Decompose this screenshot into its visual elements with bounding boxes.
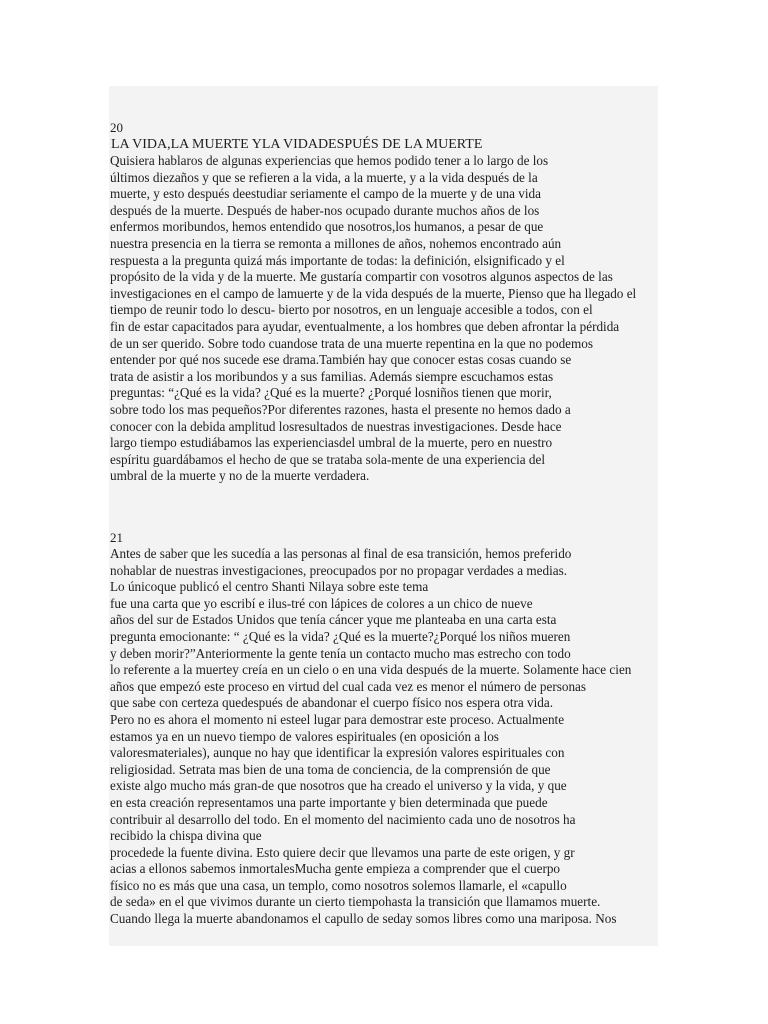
text-line: Cuando llega la muerte abandonamos el capullo de seday somos libres como una mariposa. Nos bbox=[110, 911, 617, 927]
body-text bbox=[110, 546, 658, 928]
text-line: contribuir al desarrollo del todo. En el momento del nacimiento cada uno de nosotros ha bbox=[110, 811, 576, 827]
text-line: respuesta a la pregunta quizá más importante de todas: la definición, elsignificado y el bbox=[110, 252, 565, 268]
text-line: nuestra presencia en la tierra se remonta a millones de años, nohemos encontrado aún bbox=[110, 235, 562, 251]
text-line: propósito de la vida y de la muerte. Me gustaría compartir con vosotros algunos aspectos de las bbox=[110, 269, 613, 285]
text-line: de seda» en el que vivimos durante un cierto tiempohasta la transición que llamamos muerte. bbox=[110, 894, 601, 910]
text-line: trata de asistir a los moribundos y a sus familias. Además siempre escuchamos estas bbox=[110, 368, 554, 384]
chapter-heading: LA VIDA,LA MUERTE YLA VIDADESPUÉS DE LA MUERTE bbox=[111, 137, 483, 152]
text-line: recibido la chispa divina que bbox=[110, 828, 262, 844]
text-line: Quisiera hablaros de algunas experiencias que hemos podido tener a lo largo de los bbox=[110, 153, 549, 168]
text-line: lo referente a la muertey creía en un cielo o en una vida después de la muerte. Solamente hace cien bbox=[110, 662, 632, 678]
page-number: 20 bbox=[110, 120, 123, 135]
text-line: entender por qué nos sucede ese drama.También hay que conocer estas cosas cuando se bbox=[110, 352, 572, 368]
text-line: religiosidad. Setrata mas bien de una toma de conciencia, de la comprensión de que bbox=[110, 761, 551, 777]
text-line: en esta creación representamos una parte importante y bien determinada que puede bbox=[110, 794, 548, 810]
text-line: que sabe con certeza quedespués de abandonar el cuerpo físico nos espera otra vida. bbox=[110, 695, 554, 711]
text-line: procedede la fuente divina. Esto quiere decir que llevamos una parte de este origen, y gr bbox=[110, 844, 575, 860]
text-line: últimos diezaños y que se refieren a la vida, a la muerte, y a la vida después de la bbox=[110, 169, 538, 185]
text-line: nohablar de nuestras investigaciones, preocupados por no propagar verdades a medias. bbox=[110, 562, 568, 578]
text-line: de un ser querido. Sobre todo cuandose trata de una muerte repentina en la que no podemos bbox=[110, 335, 594, 351]
text-line: tiempo de reunir todo lo descu- bierto por nosotros, en un lenguaje accesible a todos, con el bbox=[110, 302, 593, 318]
text-line: Lo únicoque publicó el centro Shanti Nilaya sobre este tema bbox=[110, 579, 429, 595]
text-line: acias a ellonos sabemos inmortalesMucha gente empieza a comprender que el cuerpo bbox=[110, 861, 561, 877]
page-number: 21 bbox=[110, 530, 123, 545]
text-line: años que empezó este proceso en virtud del cual cada vez es menor el número de personas bbox=[110, 678, 587, 694]
text-line: físico no es más que una casa, un templo, como nosotros solemos llamarle, el «capullo bbox=[110, 877, 567, 893]
text-line: fin de estar capacitados para ayudar, eventualmente, a los hombres que deben afrontar la pérdida bbox=[110, 318, 620, 334]
text-line: espíritu guardábamos el hecho de que se trataba sola-mente de una experiencia del bbox=[110, 451, 546, 467]
text-line: conocer con la debida amplitud losresultados de nuestras investigaciones. Desde hace bbox=[110, 418, 562, 434]
text-line: sobre todo los mas pequeños?Por diferentes razones, hasta el presente no hemos dado a bbox=[110, 401, 571, 417]
text-line: preguntas: “¿Qué es la vida? ¿Qué es la muerte? ¿Porqué losniños tienen que morir, bbox=[110, 385, 552, 401]
text-line: estamos ya en un nuevo tiempo de valores espirituales (en oposición a los bbox=[110, 728, 499, 744]
text-line: valoresmateriales), aunque no hay que identificar la expresión valores espirituales con bbox=[110, 745, 565, 761]
text-line: umbral de la muerte y no de la muerte verdadera. bbox=[110, 468, 370, 484]
text-line: largo tiempo estudiábamos las experienciasdel umbral de la muerte, pero en nuestro bbox=[110, 435, 553, 451]
body-text bbox=[110, 153, 658, 485]
text-line: existe algo mucho más gran-de que nosotros que ha creado el universo y la vida, y que bbox=[110, 778, 567, 794]
text-line: Antes de saber que les sucedía a las personas al final de esa transición, hemos preferido bbox=[110, 546, 572, 561]
text-line: después de la muerte. Después de haber-nos ocupado durante muchos años de los bbox=[110, 202, 540, 218]
text-line: muerte, y esto después deestudiar seriamente el campo de la muerte y de una vida bbox=[110, 186, 541, 202]
section-page-21 bbox=[110, 530, 658, 928]
text-line: años del sur de Estados Unidos que tenía cáncer yque me planteaba en una carta esta bbox=[110, 612, 557, 628]
document-page bbox=[109, 86, 658, 946]
text-line: investigaciones en el campo de lamuerte y de la vida después de la muerte, Pienso que ha llegado el bbox=[110, 285, 637, 301]
text-line: Pero no es ahora el momento ni esteel lugar para demostrar este proceso. Actualmente bbox=[110, 711, 565, 727]
text-line: enfermos moribundos, hemos entendido que nosotros,los humanos, a pesar de que bbox=[110, 219, 544, 235]
section-page-20 bbox=[110, 120, 658, 485]
text-line: y deben morir?”Anteriormente la gente tenía un contacto mucho mas estrecho con todo bbox=[110, 645, 571, 661]
text-line: pregunta emocionante: “ ¿Qué es la vida? ¿Qué es la muerte?¿Porqué los niños mueren bbox=[110, 628, 571, 644]
text-line: fue una carta que yo escribí e ilus-tré con lápices de colores a un chico de nueve bbox=[110, 595, 533, 611]
